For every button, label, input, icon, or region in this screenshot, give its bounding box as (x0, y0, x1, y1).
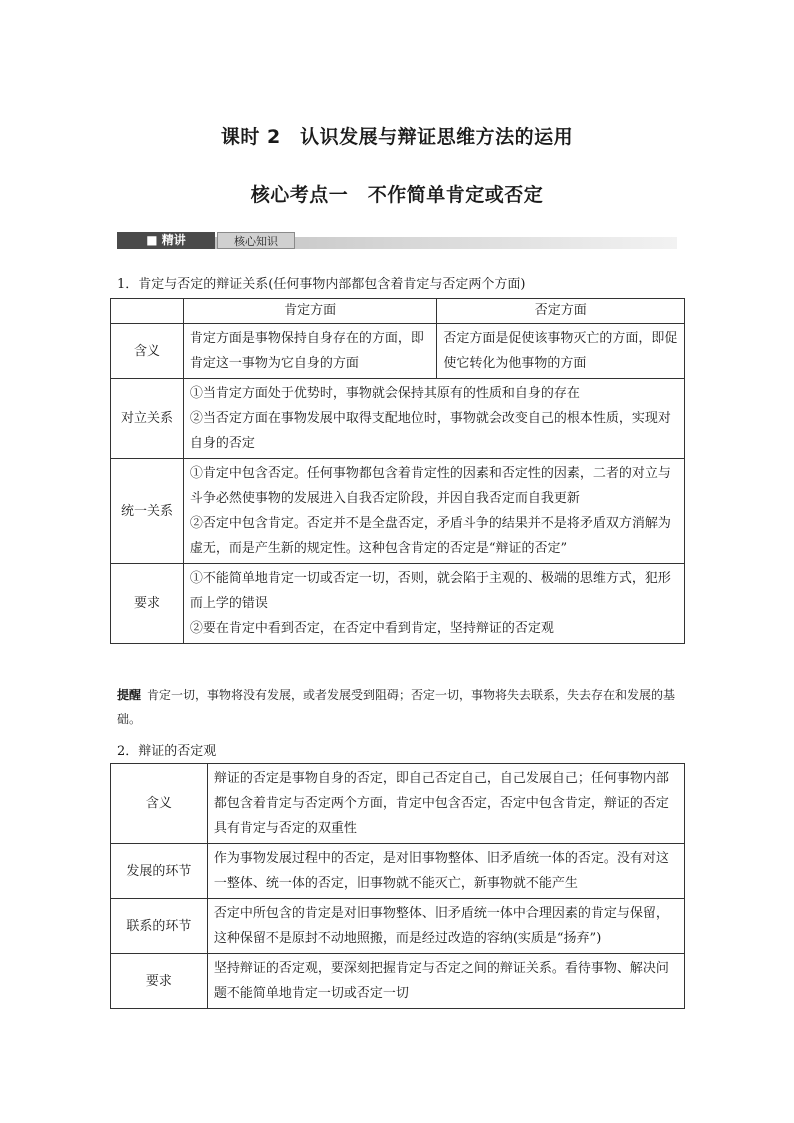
row-label: 要求 (111, 564, 184, 644)
row-label: 发展的环节 (111, 844, 208, 899)
row-label: 联系的环节 (111, 899, 208, 954)
row-label: 统一关系 (111, 459, 184, 564)
banner-tag-lecture: ■ 精讲 (117, 232, 215, 249)
table-row (111, 764, 685, 844)
table-row (111, 564, 685, 644)
section-banner (117, 232, 677, 252)
cell-unity (183, 459, 684, 564)
cell-line: ①肯定中包含否定。任何事物都包含着肯定性的因素和否定性的因素，二者的对立与斗争必然使事物的发展进入自我否定阶段，并因自我否定而自我更新 (189, 466, 671, 506)
cell-line: ②否定中包含肯定。否定并不是全盘否定，矛盾斗争的结果并不是将矛盾双方消解为虚无，而是产生新的规定性。这种包含肯定的否定是“辩证的否定” (189, 516, 671, 556)
cell-line: ①当肯定方面处于优势时，事物就会保持其原有的性质和自身的存在 (189, 386, 580, 401)
table-affirmation-negation (110, 298, 685, 644)
row-label: 含义 (111, 324, 184, 379)
table-row (111, 324, 685, 379)
part2-heading: 2．辩证的否定观 (117, 744, 217, 759)
row-text: 否定中所包含的肯定是对旧事物整体、旧矛盾统一体中合理因素的肯定与保留，这种保留不是原封不动地照搬，而是经过改造的容纳(实质是“扬弃”) (207, 899, 684, 954)
table-row (111, 379, 685, 459)
section-title: 核心考点一 不作简单肯定或否定 (250, 184, 544, 206)
row-text: 作为事物发展过程中的否定，是对旧事物整体、旧矛盾统一体的否定。没有对这一整体、统一体的否定，旧事物就不能灭亡，新事物就不能产生 (207, 844, 684, 899)
tip-text: 肯定一切，事物将没有发展，或者发展受到阻碍；否定一切，事物将失去联系，失去存在和发展的基础。 (117, 688, 676, 726)
cell-line: ①不能简单地肯定一切或否定一切，否则，就会陷于主观的、极端的思维方式，犯形而上学的错误 (189, 571, 671, 611)
banner-tag-knowledge: 核心知识 (217, 232, 295, 249)
header-positive: 肯定方面 (183, 299, 437, 324)
cell-negative-meaning: 否定方面是促使该事物灭亡的方面，即促使它转化为他事物的方面 (437, 324, 685, 379)
row-label: 含义 (111, 764, 208, 844)
cell-line: ②当否定方面在事物发展中取得支配地位时，事物就会改变自己的根本性质，实现对自身的否定 (189, 411, 671, 451)
table-row (111, 844, 685, 899)
table-row (111, 899, 685, 954)
table-corner (111, 299, 184, 324)
table-row (111, 954, 685, 1009)
table-dialectical-negation (110, 763, 685, 1009)
lesson-title: 课时 2 认识发展与辩证思维方法的运用 (220, 126, 574, 148)
header-negative: 否定方面 (437, 299, 685, 324)
cell-requirement (183, 564, 684, 644)
tip-note (117, 683, 682, 731)
row-label: 要求 (111, 954, 208, 1009)
row-text: 辩证的否定是事物自身的否定，即自己否定自己，自己发展自己；任何事物内部都包含着肯定与否定两个方面，肯定中包含否定，否定中包含肯定，辩证的否定具有肯定与否定的双重性 (207, 764, 684, 844)
cell-line: ②要在肯定中看到否定，在否定中看到肯定，坚持辩证的否定观 (189, 621, 554, 636)
row-text: 坚持辩证的否定观，要深刻把握肯定与否定之间的辩证关系。看待事物、解决问题不能简单地肯定一切或否定一切 (207, 954, 684, 1009)
table-row (111, 299, 685, 324)
cell-opposition (183, 379, 684, 459)
cell-positive-meaning: 肯定方面是事物保持自身存在的方面，即肯定这一事物为它自身的方面 (183, 324, 437, 379)
row-label: 对立关系 (111, 379, 184, 459)
part1-heading: 1．肯定与否定的辩证关系(任何事物内部都包含着肯定与否定两个方面) (117, 277, 526, 292)
tip-label: 提醒 (117, 688, 142, 702)
table-row (111, 459, 685, 564)
